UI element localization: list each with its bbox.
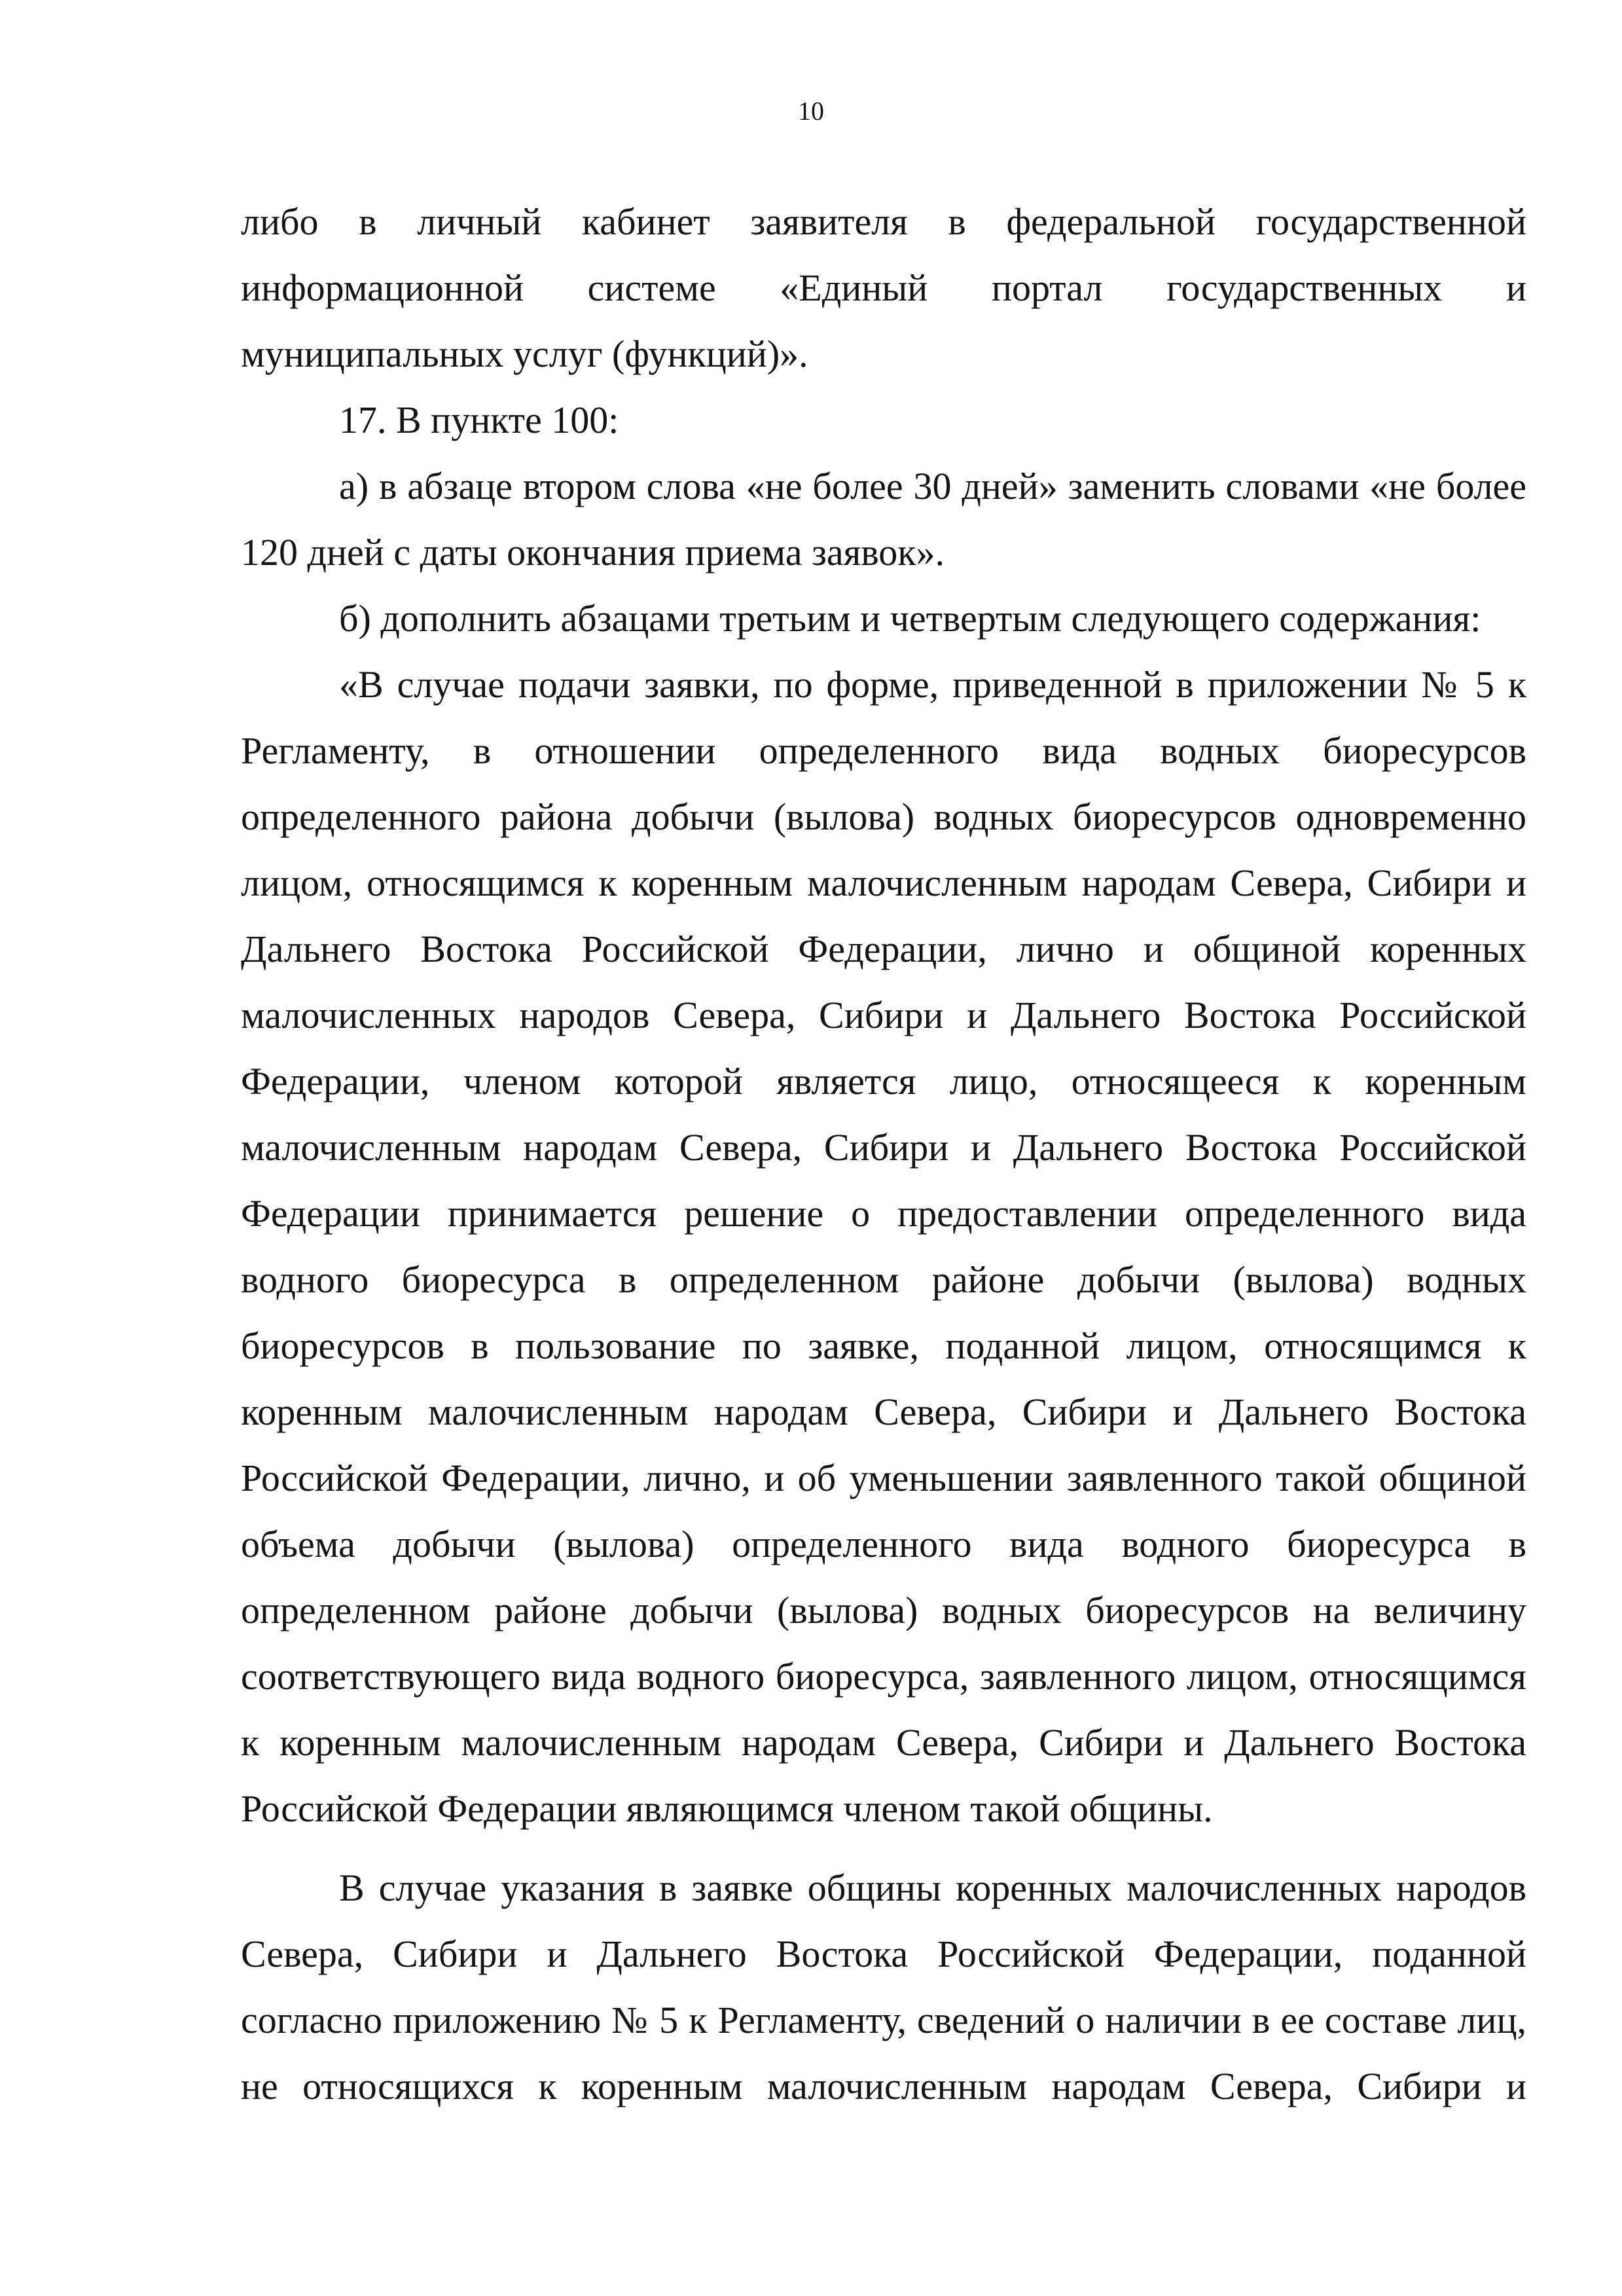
paragraph-continuation: либо в личный кабинет заявителя в федеральной государственной информационной системе «Единый портал государственных и муниципальных услуг (функций)». [241,200,1526,375]
paragraph-subitem-b: б) дополнить абзацами третьим и четвертым следующего содержания: [339,597,1481,640]
paragraph-item-17: 17. В пункте 100: [339,399,619,441]
paragraph-subitem-a: а) в абзаце втором слова «не более 30 дней» заменить словами «не более 120 дней с даты окончания приема заявок». [241,465,1526,574]
paragraph-quoted-third: «В случае подачи заявки, по форме, приведенной в приложении № 5 к Регламенту, в отношении определенного вида водных биоресурсов определенного района добычи (вылова) водных биоресурсов одновременно лицом, относящимся к коренным малочисленным народам Севера, Сибири и Дальнего Востока Российской Федерации, лично и общиной коренных малочисленных народов Севера, Сибири и Дальнего Востока Российской Федерации, членом которой является лицо, относящееся к коренным малочисленным народам Севера, Сибири и Дальнего Востока Российской Федерации принимается решение о предоставлении определенного вида водного биоресурса в определенном районе добычи (вылова) водных биоресурсов в пользование по заявке, поданной лицом, относящимся к коренным малочисленным народам Севера, Сибири и Дальнего Востока Российской Федерации, лично, и об уменьшении заявленного такой общиной объема добычи (вылова) определенного вида водного биоресурса в определенном районе добычи (вылова) водных биоресурсов на величину соответствующего вида водного биоресурса, заявленного лицом, относящимся к коренным малочисленным народам Севера, Сибири и Дальнего Востока Российской Федерации являющимся членом такой общины. [241,663,1526,1830]
page-number: 10 [798,96,824,126]
document-body [241,189,1526,2119]
paragraph-quoted-fourth: В случае указания в заявке общины коренных малочисленных народов Севера, Сибири и Дальнего Востока Российской Федерации, поданной согласно приложению № 5 к Регламенту, сведений о наличии в ее составе лиц, не относящихся к коренным малочисленным народам Севера, Сибири и [241,1867,1526,2107]
